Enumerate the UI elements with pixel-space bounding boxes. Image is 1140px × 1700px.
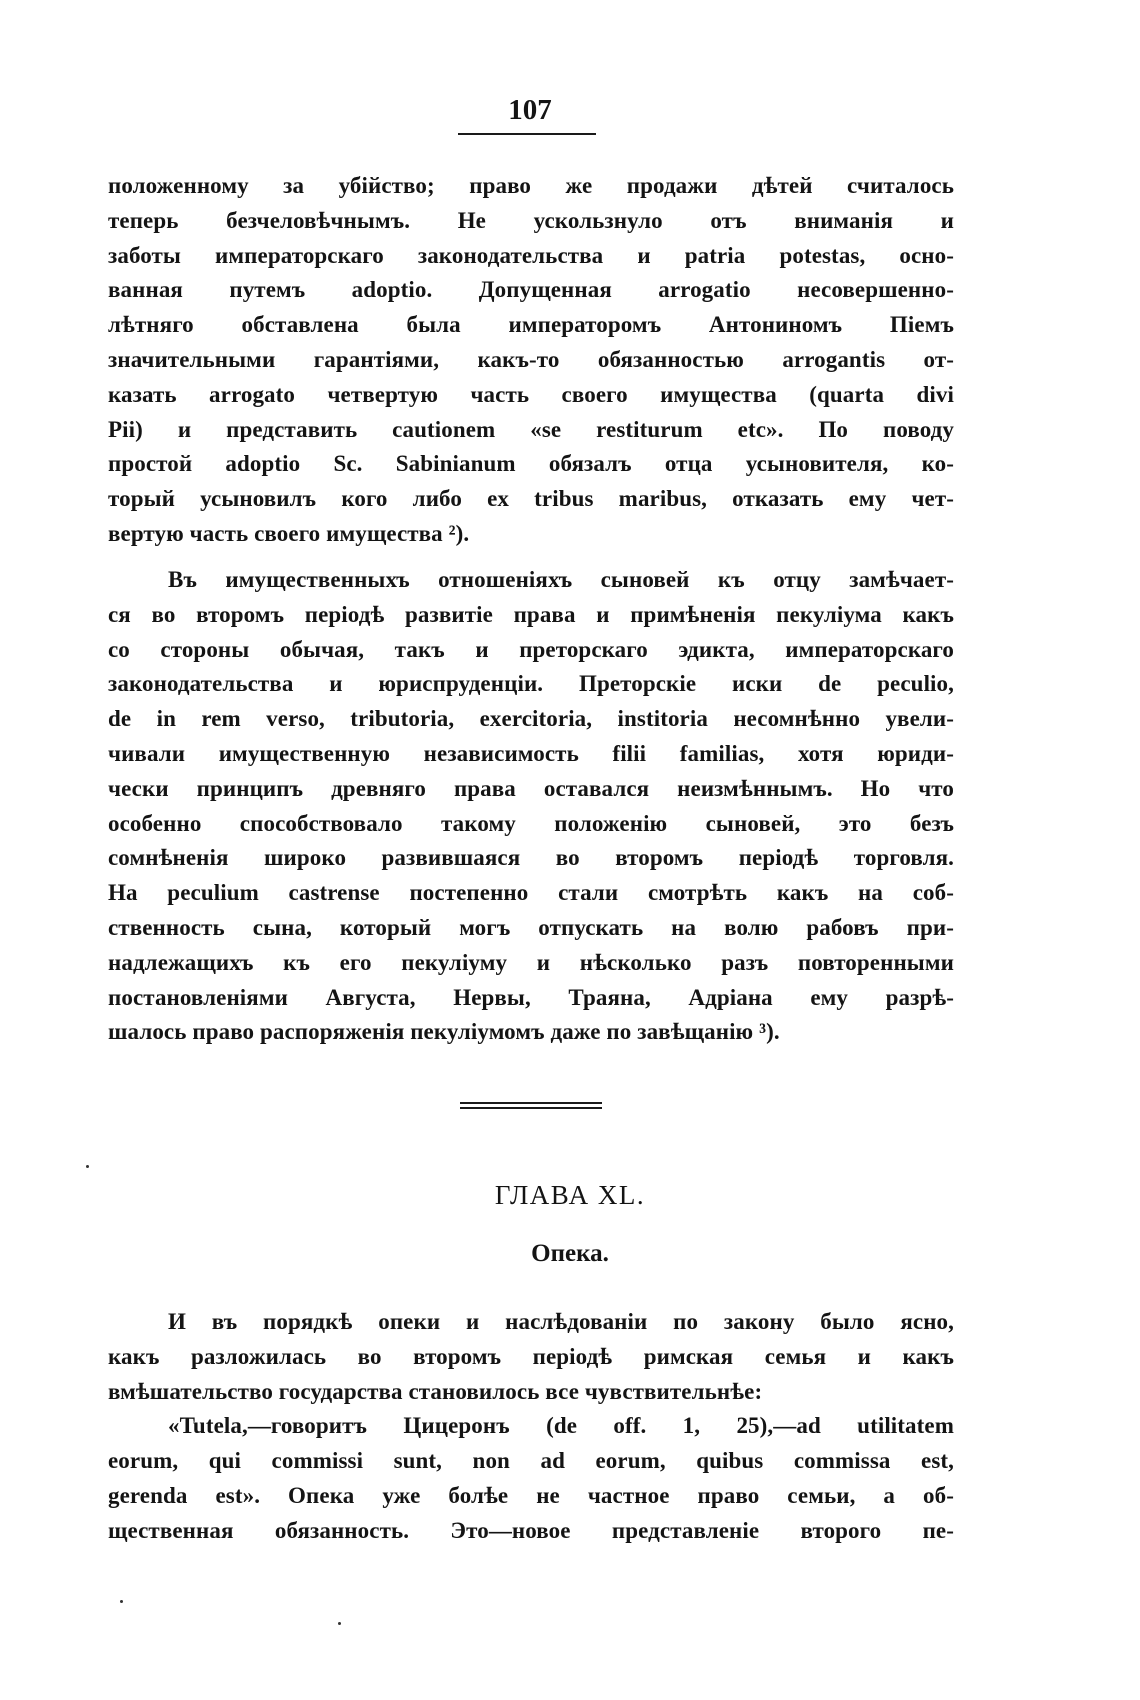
print-speck — [338, 1622, 341, 1625]
text-line: ственность сына, который могъ отпускать на волю рабовъ при- — [108, 914, 954, 940]
text-line: На peculium castrense постепенно стали смотрѣть какъ на соб- — [108, 880, 954, 906]
text-line: И въ порядкѣ опеки и наслѣдованіи по закону было ясно, — [168, 1309, 954, 1334]
text-line: особенно способствовало такому положенію сыновей, это безъ — [108, 810, 954, 836]
page-number-underline — [458, 133, 596, 135]
chapter-heading: ГЛАВА XL. — [494, 1180, 646, 1210]
paragraph-guardianship — [108, 1305, 954, 1549]
paragraph-peculium — [108, 563, 954, 1050]
text-line: постановленіями Августа, Нервы, Траяна, Адріана ему разрѣ- — [108, 984, 954, 1010]
paragraph-children-rights — [108, 169, 954, 552]
text-line: заботы императорскаго законодательства и patria potestas, осно- — [108, 242, 954, 268]
text-line: казать arrogato четвертую часть своего имущества (quarta divi — [108, 381, 954, 407]
section-title: Опека. — [531, 1240, 609, 1267]
text-line: сомнѣненія широко развившаяся во второмъ періодѣ торговля. — [108, 845, 954, 871]
text-line: gerenda est». Опека уже болѣе не частное право семьи, а об- — [108, 1482, 954, 1508]
text-line: какъ разложилась во второмъ періодѣ римская семья и какъ — [108, 1343, 954, 1369]
text-line: eorum, qui commissi sunt, non ad eorum, quibus commissa est, — [108, 1448, 954, 1474]
text-line: надлежащихъ къ его пекуліуму и нѣсколько разъ повторенными — [108, 949, 954, 975]
page-number: 107 — [508, 94, 552, 126]
print-speck — [86, 1165, 89, 1168]
text-line: лѣтняго обставлена была императоромъ Антониномъ Піемъ — [108, 312, 954, 338]
text-line: со стороны обычая, такъ и преторскаго эдикта, императорскаго — [108, 636, 954, 662]
text-line: значительными гарантіями, какъ-то обязанностью arrogantis от- — [108, 346, 954, 372]
text-line: торый усыновилъ кого либо ex tribus maribus, отказать ему чет- — [108, 486, 954, 512]
text-line: щественная обязанность. Это—новое представленіе второго пе- — [108, 1517, 954, 1543]
text-line: ся во второмъ періодѣ развитіе права и примѣненія пекуліума какъ — [108, 601, 954, 627]
text-line: чески принципъ древняго права оставался неизмѣннымъ. Но что — [108, 775, 954, 801]
text-line: чивали имущественную независимость filii familias, хотя юриди- — [108, 740, 954, 766]
text-line: «Tutela,—говоритъ Цицеронъ (de off. 1, 25),—ad utilitatem — [168, 1413, 954, 1439]
text-line: ванная путемъ adoptio. Допущенная arrogatio несовершенно- — [108, 277, 954, 303]
print-speck — [120, 1600, 123, 1603]
text-line: Въ имущественныхъ отношеніяхъ сыновей къ отцу замѣчает- — [168, 567, 954, 592]
text-line: вмѣшательство государства становилось все чувствительнѣе: — [108, 1378, 763, 1404]
text-line: законодательства и юриспруденціи. Преторскіе иски de peculio, — [108, 671, 954, 697]
section-divider — [460, 1102, 602, 1109]
text-line: de in rem verso, tributoria, exercitoria, institoria несомнѣнно увели- — [108, 706, 954, 732]
text-line: простой adoptio Sc. Sabinianum обязалъ отца усыновителя, ко- — [108, 451, 954, 477]
text-line: вертую часть своего имущества ²). — [108, 520, 470, 546]
text-line: шалось право распоряженія пекуліумомъ даже по завѣщанію ³). — [108, 1019, 780, 1045]
text-line: Pii) и представить cautionem «se restiturum etc». По поводу — [108, 416, 954, 442]
text-line: положенному за убійство; право же продажи дѣтей считалось — [108, 173, 954, 198]
text-line: теперь безчеловѣчнымъ. Не ускользнуло отъ вниманія и — [108, 207, 954, 233]
